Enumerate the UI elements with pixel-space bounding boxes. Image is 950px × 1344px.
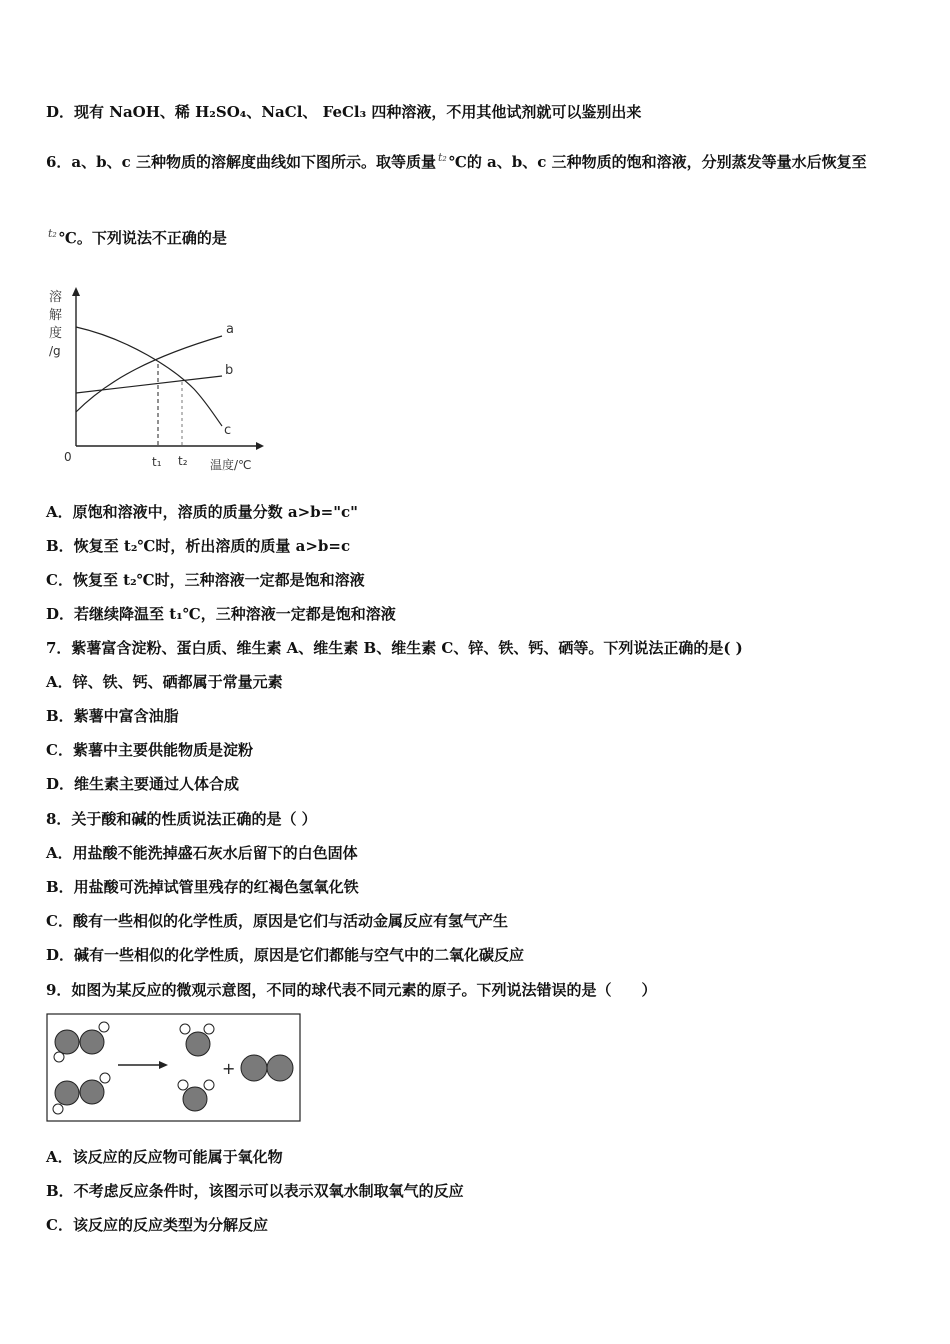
ylabel-char: 度 [49, 326, 63, 341]
x-axis-arrow [256, 442, 264, 450]
q8-option-a: A．用盐酸不能洗掉盛石灰水后留下的白色固体 [46, 844, 358, 862]
q7-option-d: D．维生素主要通过人体合成 [46, 775, 240, 793]
ylabel-char: 解 [49, 308, 63, 323]
series-label-b: b [225, 363, 234, 378]
q6-stem-part-a: 6．a、b、c 三种物质的溶解度曲线如下图所示。取等质量 [46, 153, 437, 171]
x-tick-t1: t₁ [152, 455, 162, 469]
ylabel-char: /g [49, 344, 61, 358]
q6-option-a: A．原饱和溶液中，溶质的质量分数 a>b="c" [46, 503, 358, 521]
q6-option-d: D．若继续降温至 t₁℃，三种溶液一定都是饱和溶液 [46, 605, 396, 623]
q8-option-b: B．用盐酸可洗掉试管里残存的红褐色氢氧化铁 [46, 878, 359, 896]
q6-option-c: C．恢复至 t₂℃时，三种溶液一定都是饱和溶液 [46, 571, 365, 589]
q6-stem-part-c: ℃。下列说法不正确的是 [58, 229, 227, 247]
q6-stem-line2 [46, 224, 227, 248]
ylabel-char: 溶 [49, 290, 63, 305]
q9-option-a: A．该反应的反应物可能属于氧化物 [46, 1148, 283, 1166]
x-tick-t2: t₂ [178, 454, 188, 468]
q7-option-b: B．紫薯中富含油脂 [46, 707, 179, 725]
q6-stem-line1 [46, 148, 867, 172]
q8-option-c: C．酸有一些相似的化学性质，原因是它们与活动金属反应有氢气产生 [46, 912, 508, 930]
q6-stem-part-b: ℃的 a、b、c 三种物质的饱和溶液，分别蒸发等量水后恢复至 [448, 153, 867, 171]
t2-symbol: t₂ [48, 227, 57, 240]
reaction-diagram [46, 1013, 302, 1123]
q7-stem: 7．紫薯富含淀粉、蛋白质、维生素 A、维生素 B、维生素 C、锌、铁、钙、硒等。下列说法正确的是( ) [46, 639, 743, 657]
origin-label: 0 [64, 450, 72, 464]
q6-option-b: B．恢复至 t₂℃时，析出溶质的质量 a>b=c [46, 537, 351, 555]
q9-stem: 9．如图为某反应的微观示意图，不同的球代表不同元素的原子。下列说法错误的是（ ） [46, 981, 657, 999]
q8-stem: 8．关于酸和碱的性质说法正确的是（ ） [46, 810, 317, 828]
series-label-c: c [224, 423, 232, 438]
curve-b [76, 376, 222, 393]
series-label-a: a [226, 322, 234, 337]
curve-c [76, 327, 222, 426]
q7-option-c: C．紫薯中主要供能物质是淀粉 [46, 741, 253, 759]
solubility-chart [44, 284, 269, 476]
plus-sign: + [222, 1059, 236, 1078]
q9-option-b: B．不考虑反应条件时，该图示可以表示双氧水制取氧气的反应 [46, 1182, 464, 1200]
curve-a [76, 336, 222, 412]
x-axis-label: 温度/℃ [210, 458, 252, 472]
q5-option-d: D．现有 NaOH、稀 H₂SO₄、NaCl、 FeCl₃ 四种溶液，不用其他试剂就可以鉴别出来 [46, 103, 642, 121]
y-axis-arrow [72, 287, 80, 296]
q8-option-d: D．碱有一些相似的化学性质，原因是它们都能与空气中的二氧化碳反应 [46, 946, 525, 964]
t2-symbol: t₂ [438, 151, 447, 164]
q7-option-a: A．锌、铁、钙、硒都属于常量元素 [46, 673, 283, 691]
q9-option-c: C．该反应的反应类型为分解反应 [46, 1216, 268, 1234]
